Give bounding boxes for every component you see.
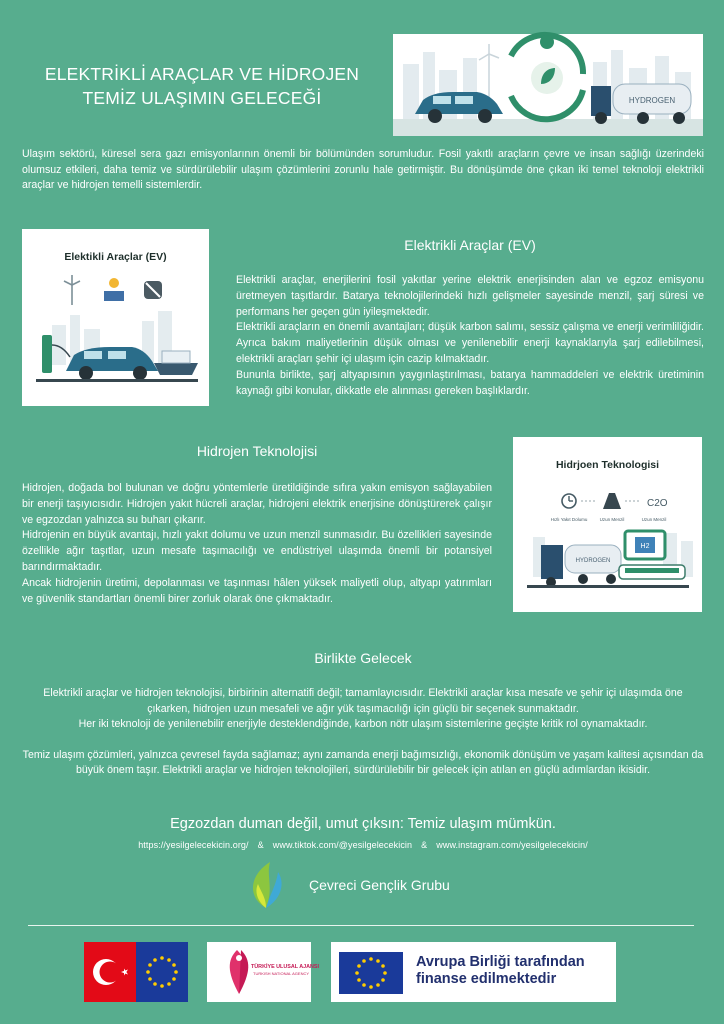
- ua-name: TÜRKİYE ULUSAL AJANSI: [251, 964, 319, 970]
- links-row: [22, 840, 704, 850]
- turkish-national-agency-logo: [207, 942, 319, 1002]
- ev-paragraph-3: Bununla birlikte, şarj altyapısının yaygınlaştırılması, batarya hammaddeleri ve elektrik üretiminin kaynağı gibi konular, dikkatle ele alınması gereken başlıklardır.: [236, 368, 704, 397]
- separator: &: [257, 840, 264, 850]
- together-section-body: [22, 686, 704, 779]
- together-paragraph-2: Her iki teknoloji de yenilenebilir enerjiyle desteklendiğinde, karbon nötr ulaşım sistemlerine geçişte kritik rol oynamaktadır.: [78, 718, 648, 731]
- eu-funding-text: [416, 954, 616, 988]
- ev-image-label: Elektikli Araçlar (EV): [64, 251, 167, 263]
- hydrogen-paragraph-3: Ancak hidrojenin üretimi, depolanması ve taşınması hâlen yüksek maliyetli olup, altyapı yatırımları ve güvenlik standartları önemli birer zorluk olarak öne çıkmaktadır.: [22, 576, 492, 605]
- clock-icon: [562, 494, 576, 508]
- hero-illustration: [393, 34, 703, 136]
- title-line-1: ELEKTRİKLİ ARAÇLAR VE HİDROJEN: [44, 64, 360, 84]
- ev-section-title: Elektrikli Araçlar (EV): [404, 237, 536, 253]
- icon-label-long-range: Uzun Menzil: [599, 517, 625, 522]
- instagram-link[interactable]: www.instagram.com/yesilgelecekicin/: [436, 840, 588, 850]
- title-line-2: TEMİZ ULAŞIMIN GELECEĞİ: [82, 88, 322, 108]
- no-fuel-icon: [144, 281, 162, 299]
- road-icon: [603, 493, 621, 509]
- eu-line-1: Avrupa Birliği tarafından: [416, 954, 585, 970]
- page-title: [22, 62, 382, 110]
- hero-truck-label: HYDROGEN: [628, 96, 676, 105]
- footer-divider: [28, 925, 694, 926]
- hydrogen-truck-label: HYDROGEN: [575, 558, 611, 564]
- icon-label-long-range-2: Uzun Menzil: [641, 517, 667, 522]
- hydrogen-section-title: Hidrojen Teknolojisi: [196, 443, 318, 459]
- turkey-eu-flag-logo: [84, 942, 188, 1002]
- group-name: Çevreci Gençlik Grubu: [309, 877, 450, 893]
- icon-label-fast-refuel: Hızlı Yakıt Dolumu: [550, 517, 588, 522]
- co2-icon: C2O: [647, 498, 668, 509]
- together-paragraph-3: Temiz ulaşım çözümleri, yalnızca çevresel fayda sağlamaz; aynı zamanda enerji bağımsızlığı, ekonomik dönüşüm ve yaşam kalitesi açısından da büyük önem taşır. Elektrikli araçlar ve hidrojen teknolojileri, sürdürülebilir bir gelecek için atılan en güçlü adımlardan ikisidir.: [22, 748, 704, 777]
- eu-line-2: finanse edilmektedir: [416, 971, 557, 987]
- h2-station: [625, 531, 665, 559]
- hero-scene: [393, 34, 703, 136]
- ev-paragraph-2: Elektrikli araçların en önemli avantajları; düşük karbon salımı, sessiz çalışma ve enerji verimliliğidir. Ayrıca bakım maliyetlerinin düşük olması ve yenilenebilir enerji kaynaklarıyla şarj edilebilmesi, elektrikli araçları şehir içi ulaşım için cazip kılmaktadır.: [236, 321, 704, 365]
- group-logo-icon: [240, 858, 292, 914]
- ua-sub: TURKISH NATIONAL AGENCY: [253, 971, 310, 976]
- ev-illustration: [22, 229, 209, 406]
- h2-label: H2: [640, 543, 650, 550]
- together-paragraph-1: Elektrikli araçlar ve hidrojen teknolojisi, birbirinin alternatifi değil; tamamlayıcısıdır. Elektrikli araçlar kısa mesafe ve şehir içi ulaşımda öne çıkarken, hidrojen uzun mesafeli ve ağır yük taşımacılığı için güçlü bir seçenek sunmaktadır.: [43, 687, 683, 715]
- hydrogen-image-label: Hidrjoen Teknologisi: [555, 459, 660, 471]
- hydrogen-illustration: [513, 437, 702, 612]
- train: [619, 565, 685, 579]
- plug-icon: [540, 35, 554, 49]
- separator: &: [421, 840, 428, 850]
- charger-icon: [42, 335, 52, 373]
- hydrogen-paragraph-1: Hidrojen, doğada bol bulunan ve doğru yöntemlerle üretildiğinde sıfıra yakın emisyon sağlayabilen bir enerji taşıyıcısıdır. Hidrojen yakıt hücreli araçlar, hidrojeni elektrik enerjisine dönüştürerek çalışır ve egzozdan yalnızca su buharı çıkarır.: [22, 482, 492, 526]
- hydrogen-section-body: [22, 481, 492, 607]
- ev-section-body: [236, 273, 704, 399]
- wind-turbine-icon: [64, 275, 80, 305]
- hydrogen-truck: [541, 545, 621, 587]
- eu-funding-logo: [331, 942, 616, 1002]
- hydrogen-paragraph-2: Hidrojenin en büyük avantajı, hızlı yakıt dolumu ve uzun menzil sunmasıdır. Bu özellikleri sayesinde özellikle ağır taşıtlar, uzun mesafe taşımacılığı ve endüstriyel ulaşımda önemli bir potansiyel barındırmaktadır.: [22, 529, 492, 573]
- tiktok-link[interactable]: www.tiktok.com/@yesilgelecekicin: [272, 840, 413, 850]
- intro-paragraph: Ulaşım sektörü, küresel sera gazı emisyonlarının önemli bir bölümünden sorumludur. Fosil yakıtlı araçların çevre ve insan sağlığı üzerindeki olumsuz etkileri, daha temiz ve sürdürülebilir ulaşım çözümlerini zorunlu hale getirmiştir. Bu dönüşümde öne çıkan iki temel teknoloji elektrikli araçlar ve hidrojen temelli sistemlerdir.: [22, 148, 704, 191]
- ev-paragraph-1: Elektrikli araçlar, enerjilerini fosil yakıtlar yerine elektrik enerjisinden alan ve egzoz emisyonu üretmeyen taşıtlardır. Batarya teknolojilerindeki hızlı gelişmeler sayesinde menzil, şarj süresi ve performans her geçen gün iyileşmektedir.: [236, 274, 704, 318]
- solar-panel-icon: [104, 278, 124, 301]
- together-section-title: Birlikte Gelecek: [314, 650, 412, 666]
- hero-truck: [591, 84, 691, 124]
- website-link[interactable]: https://yesilgelecekicin.org/: [138, 840, 249, 850]
- slogan: Egzozdan duman değil, umut çıksın: Temiz ulaşım mümkün.: [170, 816, 556, 832]
